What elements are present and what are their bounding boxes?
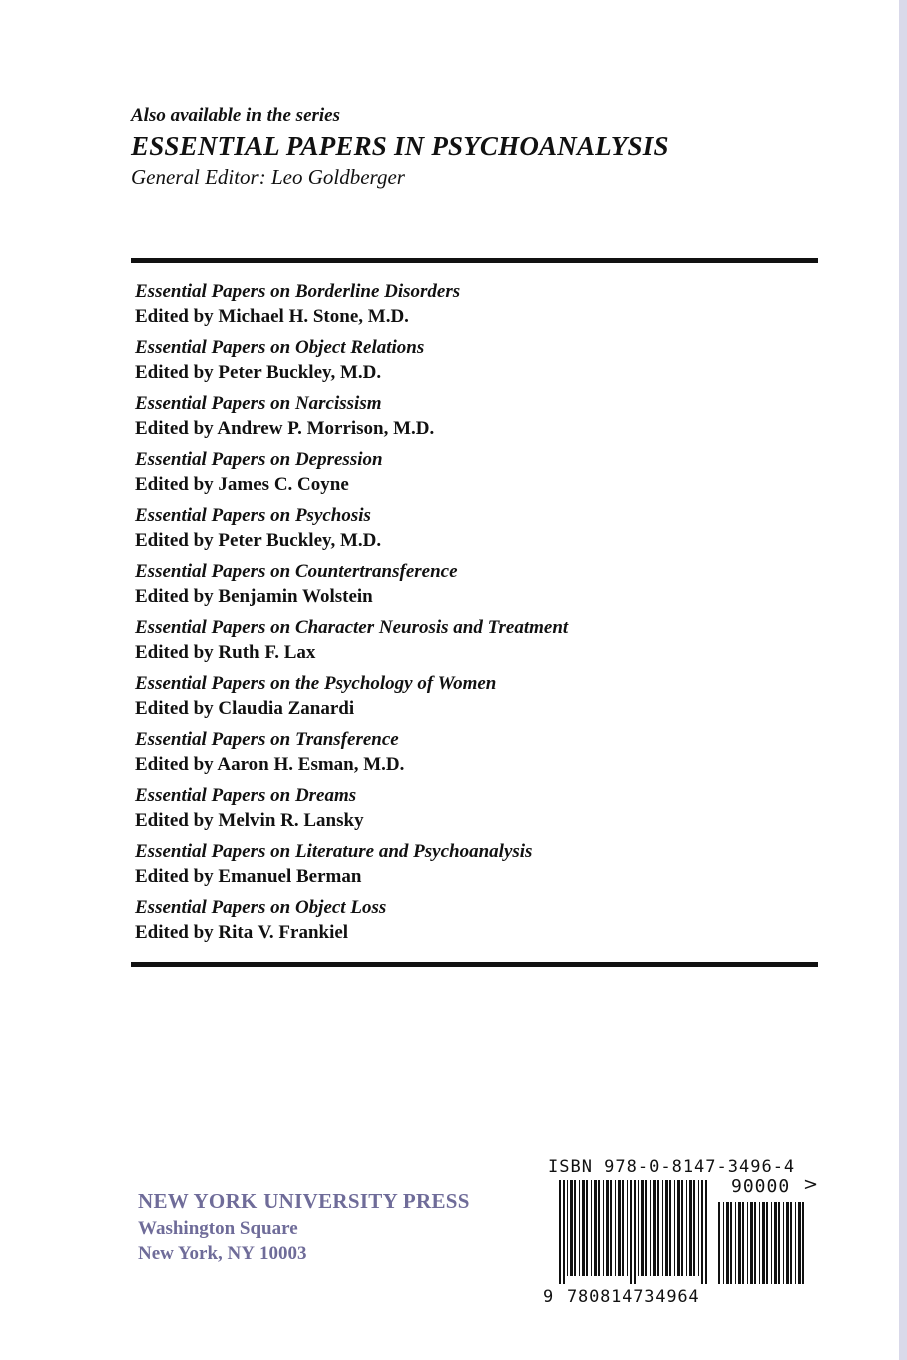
barcode-bar xyxy=(638,1180,639,1276)
book-item xyxy=(135,391,568,447)
barcode-bar xyxy=(693,1180,695,1276)
book-title: Essential Papers on Transference xyxy=(135,729,399,750)
bottom-rule xyxy=(131,962,818,967)
barcode-bar xyxy=(783,1202,784,1284)
barcode-bar xyxy=(618,1180,621,1276)
barcode-guard-bar xyxy=(634,1180,636,1284)
barcode-bar xyxy=(669,1180,671,1276)
book-title: Essential Papers on the Psychology of Women xyxy=(135,673,497,694)
book-editor: Edited by Benjamin Wolstein xyxy=(135,586,373,607)
book-title: Essential Papers on Literature and Psychoanalysis xyxy=(135,841,533,862)
barcode-bar xyxy=(723,1202,724,1284)
book-title: Essential Papers on Narcissism xyxy=(135,393,382,414)
publisher-address-line2: New York, NY 10003 xyxy=(138,1243,307,1264)
barcode-bar xyxy=(615,1180,616,1276)
barcode-bar xyxy=(759,1202,760,1284)
barcode-first-digit: 9 xyxy=(543,1287,554,1307)
book-editor: Edited by Emanuel Berman xyxy=(135,866,362,887)
barcode-digits: 780814734964 xyxy=(567,1287,700,1307)
barcode-bar xyxy=(778,1202,780,1284)
book-title: Essential Papers on Psychosis xyxy=(135,505,371,526)
book-item xyxy=(135,503,568,559)
series-general-editor: General Editor: Leo Goldberger xyxy=(131,165,405,189)
barcode-bar xyxy=(790,1202,792,1284)
barcode-bar xyxy=(606,1180,609,1276)
barcode-bar xyxy=(750,1202,753,1284)
book-editor: Edited by James C. Coyne xyxy=(135,474,349,495)
barcode-bar xyxy=(641,1180,644,1276)
barcode-bar xyxy=(657,1180,659,1276)
barcode-bar xyxy=(762,1202,765,1284)
book-item xyxy=(135,839,568,895)
publisher-name: NEW YORK UNIVERSITY PRESS xyxy=(138,1189,470,1213)
book-item xyxy=(135,279,568,335)
isbn-label: ISBN 978-0-8147-3496-4 xyxy=(548,1157,796,1177)
price-code: 90000 xyxy=(731,1176,791,1197)
series-available-note: Also available in the series xyxy=(131,105,340,126)
barcode-bar xyxy=(570,1180,573,1276)
barcode-bar xyxy=(786,1202,789,1284)
barcode-guard-bar xyxy=(630,1180,632,1284)
book-item xyxy=(135,335,568,391)
book-editor: Edited by Peter Buckley, M.D. xyxy=(135,530,382,551)
series-header xyxy=(131,103,669,191)
barcode-bar xyxy=(598,1180,600,1276)
barcode-bar xyxy=(689,1180,692,1276)
barcode-bar xyxy=(754,1202,756,1284)
book-editor: Edited by Peter Buckley, M.D. xyxy=(135,362,382,383)
book-item xyxy=(135,783,568,839)
book-list xyxy=(135,279,568,951)
barcode-bar xyxy=(766,1202,768,1284)
barcode-bar xyxy=(627,1180,628,1276)
book-item xyxy=(135,727,568,783)
book-title: Essential Papers on Dreams xyxy=(135,785,357,806)
book-editor: Edited by Melvin R. Lansky xyxy=(135,810,364,831)
publisher-block xyxy=(138,1186,470,1266)
book-editor: Edited by Aaron H. Esman, M.D. xyxy=(135,754,405,775)
book-title: Essential Papers on Character Neurosis and Treatment xyxy=(135,617,569,638)
barcode-bar xyxy=(591,1180,592,1276)
barcode-bar xyxy=(674,1180,675,1276)
barcode-bar xyxy=(653,1180,656,1276)
book-editor: Edited by Ruth F. Lax xyxy=(135,642,316,663)
barcode-bar xyxy=(771,1202,772,1284)
barcode-bar xyxy=(774,1202,777,1284)
book-editor: Edited by Michael H. Stone, M.D. xyxy=(135,306,409,327)
barcode-guard-bar xyxy=(701,1180,703,1284)
barcode-bar xyxy=(665,1180,668,1276)
barcode-bar xyxy=(662,1180,663,1276)
barcode-bar xyxy=(681,1180,683,1276)
barcode-bar xyxy=(677,1180,680,1276)
page-edge xyxy=(899,0,907,1360)
barcode-bar xyxy=(738,1202,741,1284)
barcode-bar xyxy=(622,1180,624,1276)
barcode-bar xyxy=(594,1180,597,1276)
barcode-bar xyxy=(726,1202,729,1284)
series-title: ESSENTIAL PAPERS IN PSYCHOANALYSIS xyxy=(131,131,669,161)
barcode-bar xyxy=(574,1180,576,1276)
barcode-guard-bar xyxy=(705,1180,707,1284)
barcode-bar xyxy=(650,1180,651,1276)
barcode-bar xyxy=(582,1180,585,1276)
book-item xyxy=(135,671,568,727)
book-title: Essential Papers on Borderline Disorders xyxy=(135,281,461,302)
barcode-bar xyxy=(747,1202,748,1284)
book-item xyxy=(135,447,568,503)
book-editor: Edited by Rita V. Frankiel xyxy=(135,922,349,943)
barcode-bar xyxy=(603,1180,604,1276)
barcode-bar xyxy=(686,1180,687,1276)
barcode-bar xyxy=(742,1202,744,1284)
book-editor: Edited by Andrew P. Morrison, M.D. xyxy=(135,418,435,439)
barcode-bar xyxy=(586,1180,588,1276)
book-item xyxy=(135,559,568,615)
book-item xyxy=(135,895,568,951)
price-marker: > xyxy=(803,1174,819,1195)
barcode-bar xyxy=(698,1180,699,1276)
barcode-bar xyxy=(795,1202,796,1284)
barcode-guard-bar xyxy=(563,1180,565,1284)
book-item xyxy=(135,615,568,671)
book-title: Essential Papers on Object Relations xyxy=(135,337,425,358)
barcode-bar xyxy=(802,1202,804,1284)
barcode-bar xyxy=(798,1202,801,1284)
barcode-bar xyxy=(610,1180,612,1276)
top-rule xyxy=(131,258,818,263)
barcode-bar xyxy=(730,1202,732,1284)
book-editor: Edited by Claudia Zanardi xyxy=(135,698,355,719)
barcode-bar xyxy=(579,1180,580,1276)
publisher-address-line1: Washington Square xyxy=(138,1218,298,1239)
book-title: Essential Papers on Depression xyxy=(135,449,383,470)
barcode-bar xyxy=(718,1202,720,1284)
book-title: Essential Papers on Countertransference xyxy=(135,561,458,582)
barcode-bar xyxy=(645,1180,647,1276)
barcode-bar xyxy=(567,1180,568,1276)
barcode-bar xyxy=(735,1202,736,1284)
book-title: Essential Papers on Object Loss xyxy=(135,897,387,918)
barcode-guard-bar xyxy=(559,1180,561,1284)
